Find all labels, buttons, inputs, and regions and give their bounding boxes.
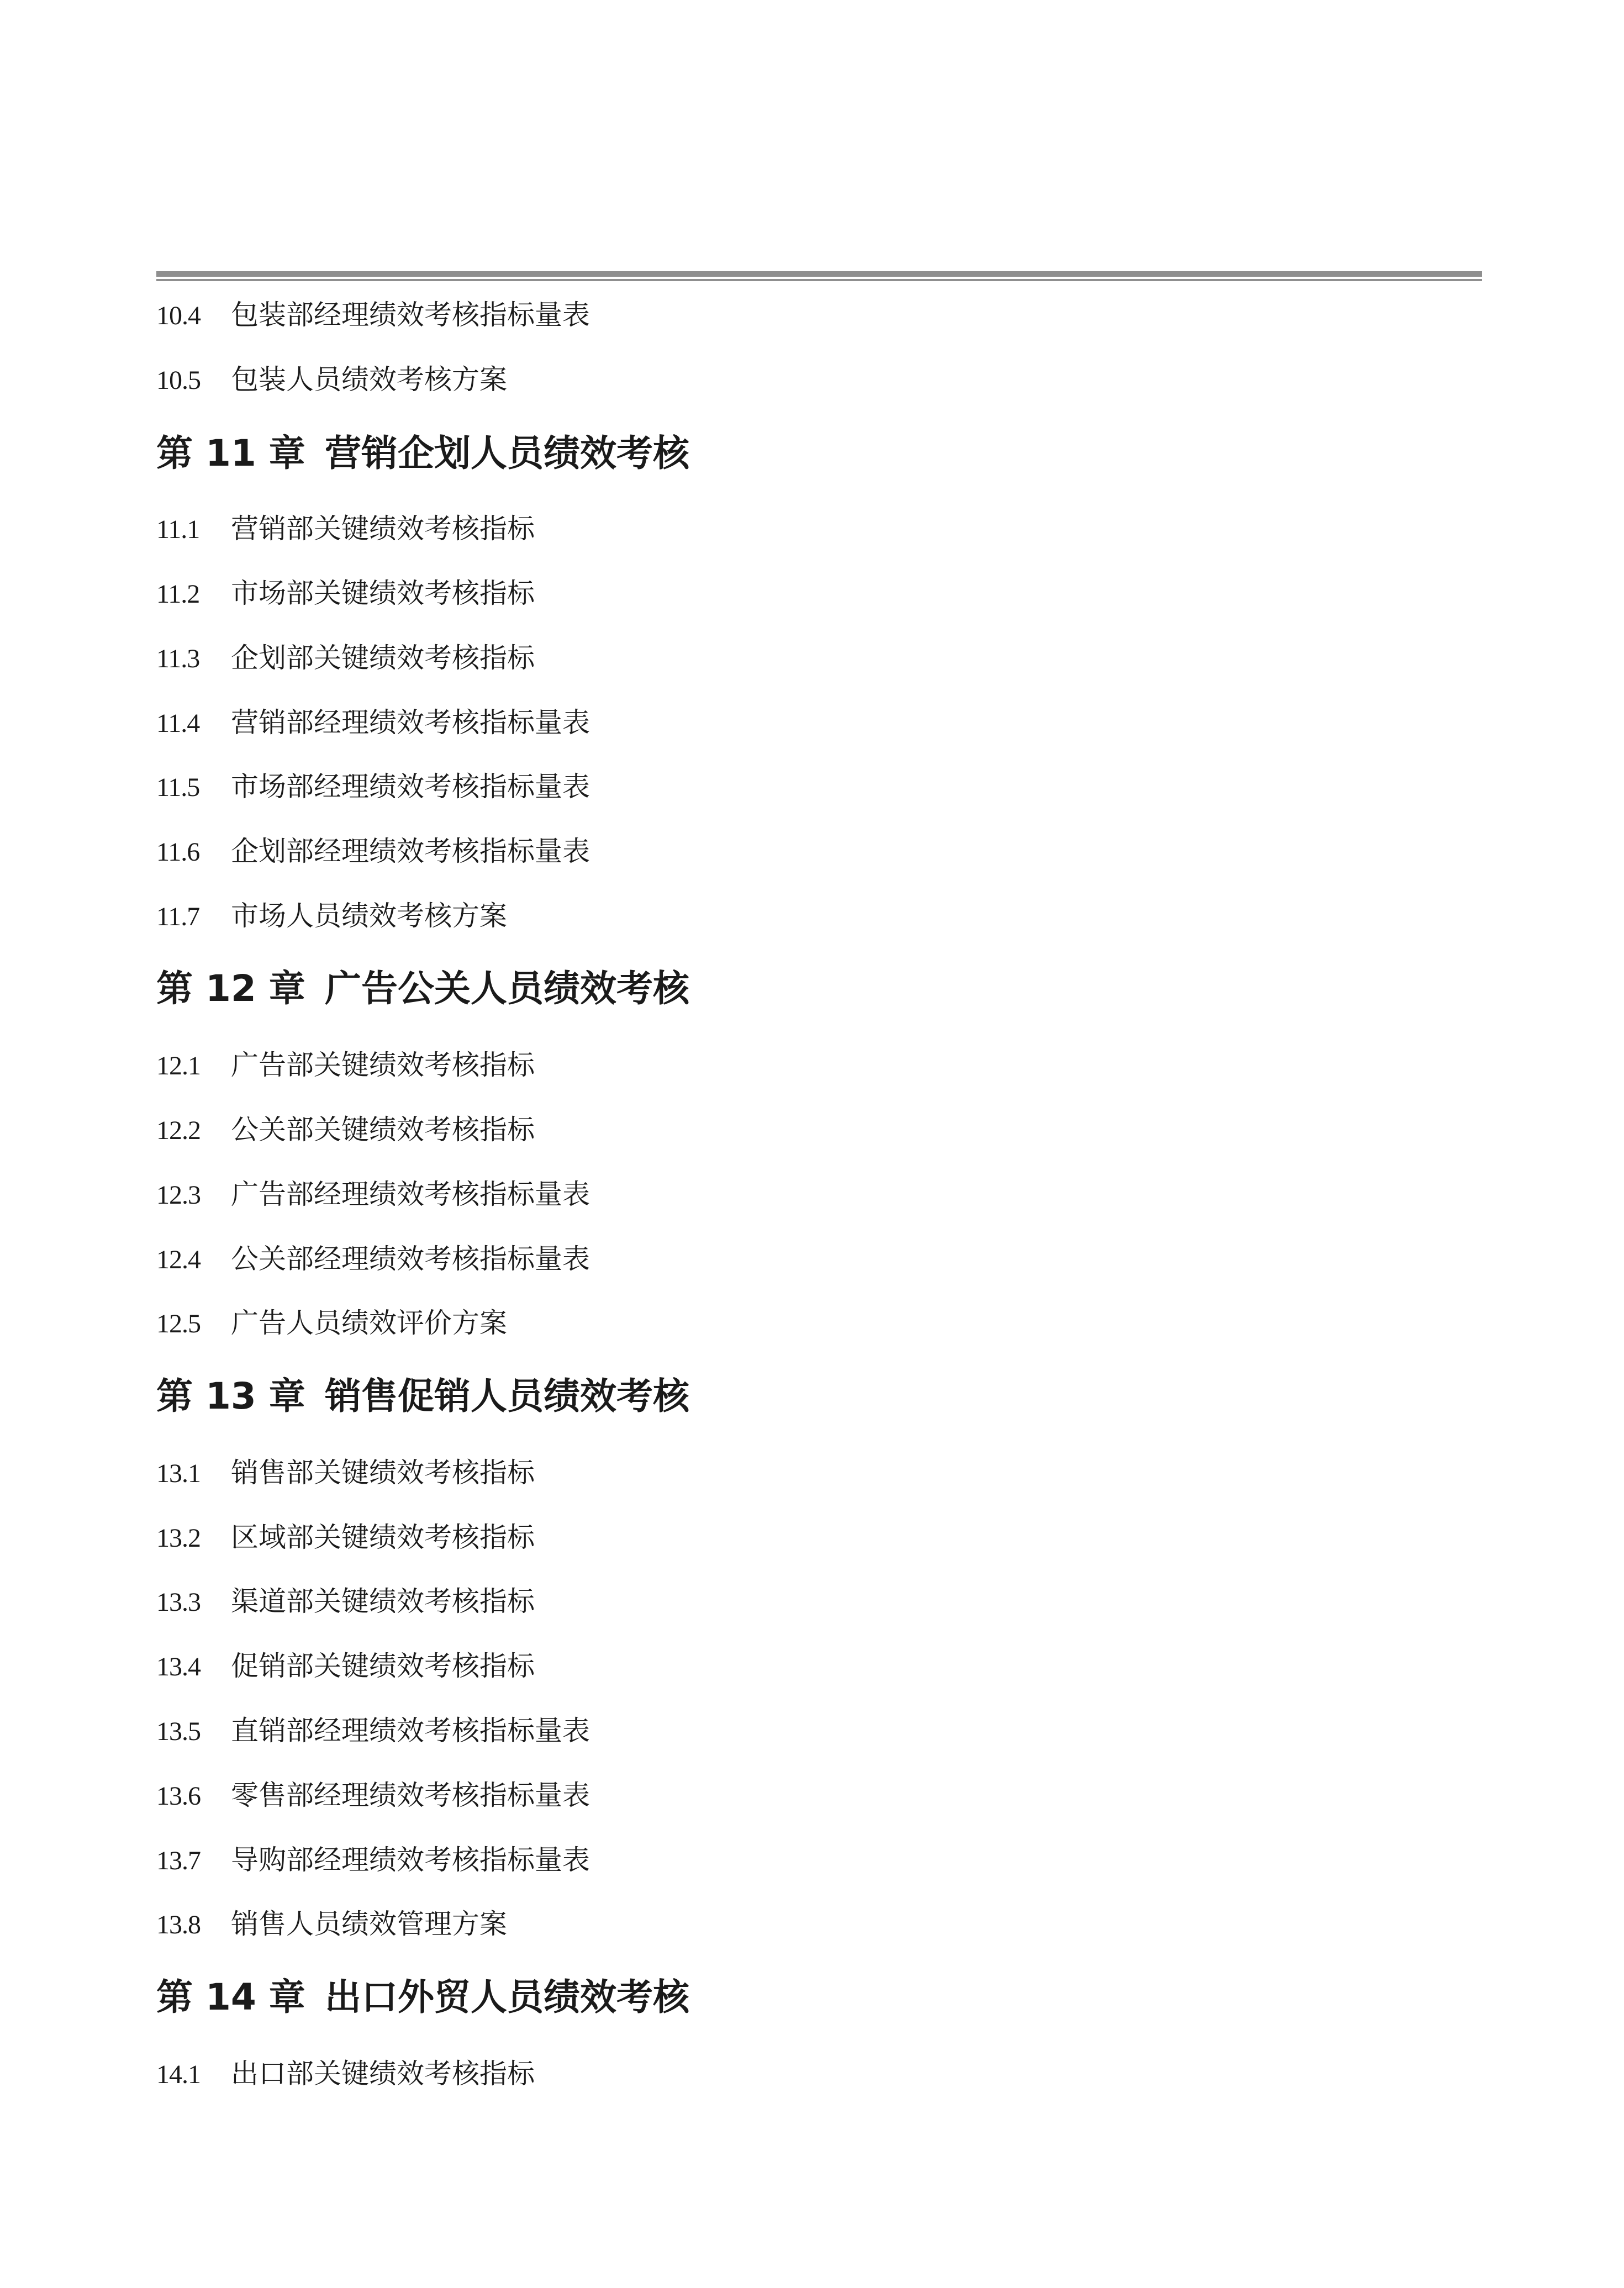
toc-entry bbox=[156, 363, 507, 396]
section-number: 11.2 bbox=[156, 579, 200, 609]
toc-entry bbox=[156, 2057, 535, 2090]
chapter-number: 第 11 章 bbox=[156, 432, 305, 475]
section-number: 12.5 bbox=[156, 1309, 201, 1338]
section-title: 公关部关键绩效考核指标 bbox=[231, 1114, 535, 1146]
section-title: 营销部关键绩效考核指标 bbox=[231, 513, 535, 545]
toc-entry bbox=[156, 298, 590, 331]
toc-entry bbox=[156, 1113, 535, 1146]
section-title: 企划部经理绩效考核指标量表 bbox=[231, 835, 590, 867]
toc-entry bbox=[156, 512, 535, 545]
section-title: 直销部经理绩效考核指标量表 bbox=[231, 1715, 590, 1747]
section-title: 包装部经理绩效考核指标量表 bbox=[231, 299, 590, 331]
section-number: 10.5 bbox=[156, 366, 201, 395]
toc-entry bbox=[156, 1649, 535, 1683]
toc-entry bbox=[156, 1779, 590, 1812]
section-number: 13.3 bbox=[156, 1588, 201, 1617]
section-number: 12.2 bbox=[156, 1116, 201, 1145]
section-title: 促销部关键绩效考核指标 bbox=[231, 1650, 535, 1682]
section-title: 广告部关键绩效考核指标 bbox=[231, 1049, 535, 1081]
toc-entry bbox=[156, 899, 507, 932]
section-number: 12.3 bbox=[156, 1180, 201, 1210]
section-title: 销售人员绩效管理方案 bbox=[231, 1908, 507, 1940]
section-number: 13.2 bbox=[156, 1523, 201, 1553]
toc-entry bbox=[156, 641, 535, 674]
section-title: 企划部关键绩效考核指标 bbox=[231, 642, 535, 674]
section-title: 市场部关键绩效考核指标 bbox=[231, 577, 535, 609]
toc-entry bbox=[156, 1306, 507, 1340]
toc-entry bbox=[156, 1714, 590, 1747]
chapter-heading bbox=[156, 1975, 689, 2019]
chapter-heading bbox=[156, 1374, 689, 1418]
toc-entry bbox=[156, 835, 590, 868]
section-number: 12.1 bbox=[156, 1051, 201, 1080]
section-number: 13.6 bbox=[156, 1781, 201, 1811]
section-number: 11.5 bbox=[156, 773, 200, 802]
chapter-number: 第 12 章 bbox=[156, 967, 305, 1010]
chapter-number: 第 14 章 bbox=[156, 1976, 305, 2018]
section-number: 11.7 bbox=[156, 902, 200, 931]
section-title: 广告部经理绩效考核指标量表 bbox=[231, 1178, 590, 1210]
chapter-number: 第 13 章 bbox=[156, 1375, 305, 1417]
section-title: 广告人员绩效评价方案 bbox=[231, 1307, 507, 1339]
section-title: 渠道部关键绩效考核指标 bbox=[231, 1585, 535, 1617]
toc-entry bbox=[156, 706, 590, 739]
section-number: 11.4 bbox=[156, 709, 200, 738]
toc-entry bbox=[156, 1843, 590, 1876]
section-number: 13.5 bbox=[156, 1717, 201, 1746]
section-number: 11.6 bbox=[156, 837, 200, 867]
section-title: 销售部关键绩效考核指标 bbox=[231, 1457, 535, 1489]
chapter-title: 销售促销人员绩效考核 bbox=[325, 1375, 689, 1417]
header-rule-thin bbox=[156, 279, 1482, 281]
header-rule-thick bbox=[156, 271, 1482, 277]
section-title: 出口部关键绩效考核指标 bbox=[231, 2058, 535, 2090]
chapter-heading bbox=[156, 431, 689, 475]
section-number: 14.1 bbox=[156, 2060, 201, 2089]
section-number: 13.1 bbox=[156, 1459, 201, 1488]
section-title: 零售部经理绩效考核指标量表 bbox=[231, 1779, 590, 1811]
section-title: 导购部经理绩效考核指标量表 bbox=[231, 1844, 590, 1876]
section-number: 11.3 bbox=[156, 644, 200, 673]
section-number: 10.4 bbox=[156, 301, 201, 330]
chapter-title: 出口外贸人员绩效考核 bbox=[325, 1976, 689, 2018]
section-title: 市场部经理绩效考核指标量表 bbox=[231, 771, 590, 803]
toc-entry bbox=[156, 577, 535, 610]
chapter-heading bbox=[156, 966, 689, 1010]
toc-entry bbox=[156, 1521, 535, 1554]
chapter-title: 广告公关人员绩效考核 bbox=[325, 967, 689, 1010]
toc-entry bbox=[156, 1178, 590, 1211]
section-title: 营销部经理绩效考核指标量表 bbox=[231, 707, 590, 739]
section-title: 区域部关键绩效考核指标 bbox=[231, 1521, 535, 1553]
section-title: 公关部经理绩效考核指标量表 bbox=[231, 1243, 590, 1275]
toc-entry bbox=[156, 1456, 535, 1489]
section-number: 13.4 bbox=[156, 1652, 201, 1681]
section-number: 13.7 bbox=[156, 1846, 201, 1875]
section-title: 包装人员绩效考核方案 bbox=[231, 363, 507, 396]
toc-entry bbox=[156, 1585, 535, 1618]
toc-entry bbox=[156, 770, 590, 803]
section-title: 市场人员绩效考核方案 bbox=[231, 900, 507, 932]
chapter-title: 营销企划人员绩效考核 bbox=[325, 432, 689, 475]
section-number: 12.4 bbox=[156, 1245, 201, 1274]
section-number: 13.8 bbox=[156, 1910, 201, 1939]
toc-entry bbox=[156, 1048, 535, 1082]
section-number: 11.1 bbox=[156, 515, 200, 544]
toc-entry bbox=[156, 1907, 507, 1941]
toc-entry bbox=[156, 1242, 590, 1275]
